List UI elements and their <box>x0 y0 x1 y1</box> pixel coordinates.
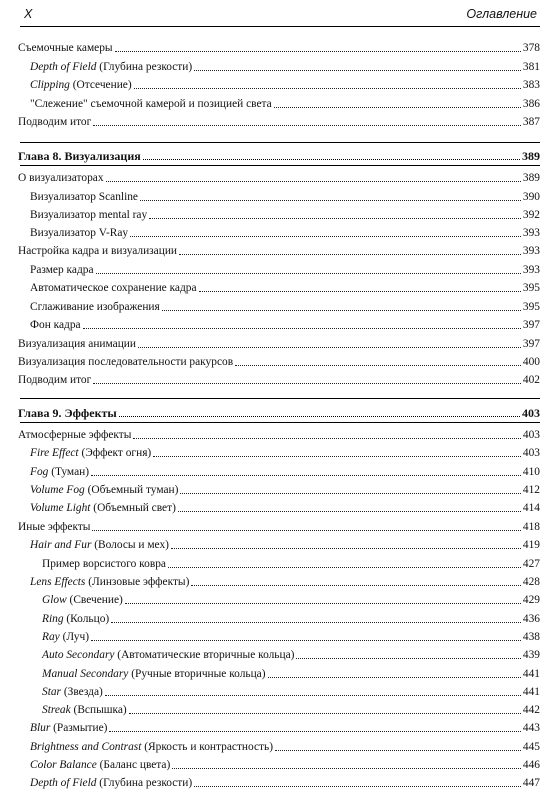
toc-entry-title <box>18 519 90 535</box>
toc-entry-term: Volume Fog <box>30 484 85 496</box>
dot-leader <box>96 273 521 274</box>
toc-entry[interactable] <box>30 96 540 112</box>
toc-entry-title <box>18 427 131 443</box>
toc-entry-title <box>30 77 132 93</box>
toc-entry-text: Фон кадра <box>30 319 81 331</box>
toc-entry-term: Lens Effects <box>30 576 86 588</box>
toc-page-number: 428 <box>522 576 540 588</box>
page-number: X <box>24 7 33 21</box>
toc-entry-text: Подводим итог <box>18 374 92 386</box>
toc-page-number: 410 <box>522 466 540 478</box>
toc-entry[interactable] <box>42 611 540 627</box>
dot-leader <box>134 88 521 89</box>
toc-entry-title <box>42 666 266 682</box>
toc-entry-title <box>30 537 169 553</box>
toc-page-number: 441 <box>522 686 540 698</box>
toc-entry-text: (Глубина резкости) <box>96 777 193 789</box>
toc-entry[interactable] <box>18 372 540 388</box>
toc-entry-title <box>18 170 104 186</box>
toc-entry-text: (Кольцо) <box>63 613 110 625</box>
toc-page-number: 397 <box>522 338 540 350</box>
toc-page-number: 386 <box>522 98 540 110</box>
toc-entry-term: Depth of Field <box>30 61 97 73</box>
toc-entry[interactable] <box>18 243 540 259</box>
toc-entry-term: Hair and Fur <box>30 539 92 551</box>
toc-page-number: 387 <box>522 116 540 128</box>
toc-entry-term: Fog <box>30 466 49 478</box>
toc-entry-term: Manual Secondary <box>42 668 129 680</box>
toc-page-number: 447 <box>522 777 540 789</box>
toc-page-number: 429 <box>522 594 540 606</box>
toc-page-number: 378 <box>522 42 540 54</box>
toc-entry-title <box>30 500 176 516</box>
toc-entry-text: Визуализация анимации <box>18 338 136 350</box>
dot-leader <box>172 768 521 769</box>
toc-entry-title <box>30 189 138 205</box>
toc-entry-text: Визуализатор Scanline <box>30 191 138 203</box>
toc-entry-text: (Автоматические вторичные кольца) <box>114 649 295 661</box>
dot-leader <box>153 456 521 457</box>
toc-entry-title <box>18 243 177 259</box>
toc-entry[interactable] <box>30 445 540 461</box>
dot-leader <box>125 603 521 604</box>
toc-entry-text: (Яркость и контрастность) <box>141 741 274 753</box>
toc-page-number: 414 <box>522 502 540 514</box>
dot-leader <box>109 731 520 732</box>
dot-leader <box>191 585 521 586</box>
toc-entry-text: Атмосферные эффекты <box>18 429 132 441</box>
toc-entry-text: Съемочные камеры <box>18 42 113 54</box>
toc-entry[interactable] <box>30 59 540 75</box>
dot-leader <box>194 786 521 787</box>
toc-entry-title <box>30 207 147 223</box>
toc-page-number: 400 <box>522 356 540 368</box>
toc-entry-title <box>30 574 189 590</box>
toc-page-number: 445 <box>522 741 540 753</box>
toc-entry-term: Glow <box>42 594 67 606</box>
toc-entry[interactable] <box>18 40 540 56</box>
toc-page-number: 381 <box>522 61 540 73</box>
toc-page-number: 439 <box>522 649 540 661</box>
dot-leader <box>138 347 521 348</box>
toc-entry[interactable] <box>30 317 540 333</box>
toc-page-number: 395 <box>522 301 540 313</box>
dot-leader <box>129 713 521 714</box>
dot-leader <box>105 695 521 696</box>
toc-entry-title <box>18 405 117 421</box>
toc-entry-text: (Эффект огня) <box>78 447 152 459</box>
toc-entry-title <box>42 684 103 700</box>
toc-entry[interactable] <box>30 207 540 223</box>
toc-entry[interactable] <box>18 114 540 130</box>
toc-entry-title <box>18 148 141 164</box>
toc-entry-text: Подводим итог <box>18 116 92 128</box>
dot-leader <box>149 218 521 219</box>
toc-page-number: 393 <box>522 245 540 257</box>
toc-entry[interactable] <box>30 299 540 315</box>
toc-entry[interactable] <box>42 647 540 663</box>
toc-entry-term: Fire Effect <box>30 447 79 459</box>
toc-entry-text: Иные эффекты <box>18 521 91 533</box>
toc-entry-text: (Свечение) <box>66 594 123 606</box>
toc-entry-term: Volume Light <box>30 502 91 514</box>
toc-page-number: 403 <box>522 406 540 420</box>
dot-leader <box>179 254 521 255</box>
toc-entry-text: (Ручные вторичные кольца) <box>128 668 266 680</box>
toc-entry-term: Streak <box>42 704 71 716</box>
toc-entry-text: (Луч) <box>59 631 90 643</box>
toc-page-number: 403 <box>522 429 540 441</box>
dot-leader <box>92 530 520 531</box>
toc-entry[interactable] <box>30 500 540 516</box>
toc-entry[interactable] <box>30 574 540 590</box>
toc-page-number: 402 <box>522 374 540 386</box>
toc-entry-title <box>30 775 192 791</box>
toc-entry[interactable] <box>30 775 540 791</box>
dot-leader <box>296 658 520 659</box>
toc-page-number: 446 <box>522 759 540 771</box>
dot-leader <box>235 365 521 366</box>
toc-entry-text: Размер кадра <box>30 264 94 276</box>
toc-entry[interactable] <box>30 720 540 736</box>
toc-entry-term: Ring <box>42 613 64 625</box>
toc-entry-title <box>30 757 170 773</box>
toc-entry[interactable] <box>30 77 540 93</box>
toc-entry-text: (Объемный свет) <box>90 502 176 514</box>
dot-leader <box>91 640 521 641</box>
toc-entry-text: (Глубина резкости) <box>96 61 193 73</box>
toc-entry-term: Star <box>42 686 61 698</box>
toc-entry-text: "Слежение" съемочной камерой и позицией света <box>30 98 272 110</box>
toc-page-number: 442 <box>522 704 540 716</box>
toc-page-number: 438 <box>522 631 540 643</box>
toc-entry-title <box>30 445 151 461</box>
dot-leader <box>274 107 521 108</box>
toc-page-number: 395 <box>522 282 540 294</box>
toc-entry-text: Глава 8. Визуализация <box>18 149 141 163</box>
toc-page-number: 427 <box>522 558 540 570</box>
toc-entry[interactable] <box>30 739 540 755</box>
toc-entry-text: Пример ворсистого ковра <box>42 558 166 570</box>
toc-entry-title <box>42 592 123 608</box>
toc-entry-term: Depth of Field <box>30 777 97 789</box>
toc-page-number: 419 <box>522 539 540 551</box>
toc-entry-text: (Отсечение) <box>69 79 132 91</box>
dot-leader <box>93 383 521 384</box>
toc-entry-title <box>30 464 89 480</box>
toc-page-number: 389 <box>522 172 540 184</box>
rule-after-chapter-9 <box>20 422 540 423</box>
dot-leader <box>171 548 521 549</box>
toc-page-number: 436 <box>522 613 540 625</box>
toc-entry-title <box>42 556 166 572</box>
toc-entry[interactable] <box>18 427 540 443</box>
toc-chapter-entry[interactable] <box>18 405 540 421</box>
toc-page-number: 403 <box>522 447 540 459</box>
toc-page-number: 418 <box>522 521 540 533</box>
toc-entry[interactable] <box>42 666 540 682</box>
dot-leader <box>111 622 521 623</box>
toc-entry[interactable] <box>30 757 540 773</box>
dot-leader <box>199 291 521 292</box>
toc-entry-title <box>18 114 91 130</box>
toc-entry-title <box>42 611 109 627</box>
toc-entry-text: (Вспышка) <box>70 704 127 716</box>
toc-entry-title <box>30 59 192 75</box>
toc-entry-term: Auto Secondary <box>42 649 115 661</box>
rule-before-chapter-9 <box>20 398 540 399</box>
dot-leader <box>119 416 520 417</box>
toc-entry-term: Clipping <box>30 79 70 91</box>
toc-entry[interactable] <box>30 225 540 241</box>
dot-leader <box>268 677 521 678</box>
toc-page-number: 393 <box>522 264 540 276</box>
toc-entry-text: Визуализация последовательности ракурсов <box>18 356 234 368</box>
dot-leader <box>106 181 521 182</box>
toc-entry[interactable] <box>18 354 540 370</box>
toc-page-number: 390 <box>522 191 540 203</box>
toc-entry[interactable] <box>30 537 540 553</box>
toc-page-number: 412 <box>522 484 540 496</box>
dot-leader <box>180 493 521 494</box>
toc-entry-text: (Баланс цвета) <box>96 759 171 771</box>
toc-entry-title <box>30 482 178 498</box>
dot-leader <box>275 750 521 751</box>
dot-leader <box>130 236 521 237</box>
toc-entry-text: (Туман) <box>48 466 90 478</box>
toc-entry-title <box>30 720 107 736</box>
toc-entry-title <box>18 40 113 56</box>
toc-entry-text: (Звезда) <box>61 686 103 698</box>
toc-entry-title <box>30 262 94 278</box>
toc-entry-title <box>30 280 197 296</box>
dot-leader <box>162 310 521 311</box>
toc-entry-text: Сглаживание изображения <box>30 301 160 313</box>
toc-entry[interactable] <box>42 684 540 700</box>
dot-leader <box>83 328 521 329</box>
dot-leader <box>140 200 521 201</box>
dot-leader <box>194 70 521 71</box>
toc-entry[interactable] <box>30 464 540 480</box>
toc-entry-title <box>30 299 160 315</box>
toc-entry[interactable] <box>42 556 540 572</box>
rule-before-chapter-8 <box>20 142 540 143</box>
dot-leader <box>178 511 521 512</box>
toc-entry-title <box>42 629 89 645</box>
dot-leader <box>93 125 521 126</box>
toc-entry-term: Ray <box>42 631 60 643</box>
toc-entry-term: Color Balance <box>30 759 97 771</box>
toc-page-number: 383 <box>522 79 540 91</box>
toc-page-number: 397 <box>522 319 540 331</box>
toc-chapter-entry[interactable] <box>18 148 540 164</box>
toc-entry-title <box>30 96 272 112</box>
toc-entry-text: Глава 9. Эффекты <box>18 406 117 420</box>
toc-entry[interactable] <box>18 336 540 352</box>
toc-entry-title <box>30 225 128 241</box>
toc-entry[interactable] <box>18 519 540 535</box>
toc-entry-text: Визуализатор V-Ray <box>30 227 129 239</box>
toc-entry[interactable] <box>30 189 540 205</box>
toc-page-number: 392 <box>522 209 540 221</box>
toc-entry[interactable] <box>42 702 540 718</box>
toc-entry-text: Автоматическое сохранение кадра <box>30 282 197 294</box>
toc-entry-title <box>18 372 91 388</box>
dot-leader <box>143 159 520 160</box>
toc-entry-text: (Волосы и мех) <box>91 539 169 551</box>
toc-page-number: 393 <box>522 227 540 239</box>
toc-entry-title <box>18 336 136 352</box>
toc-entry-term: Blur <box>30 722 51 734</box>
toc-entry-text: (Линзовые эффекты) <box>85 576 190 588</box>
toc-entry[interactable] <box>30 280 540 296</box>
toc-entry-text: О визуализаторах <box>18 172 104 184</box>
toc-entry-title <box>30 739 273 755</box>
toc-entry-text: (Объемный туман) <box>84 484 179 496</box>
toc-entry-text: Визуализатор mental ray <box>30 209 148 221</box>
toc-entry[interactable] <box>18 170 540 186</box>
toc-page-number: 389 <box>522 149 540 163</box>
toc-entry-title <box>42 702 127 718</box>
dot-leader <box>168 567 521 568</box>
dot-leader <box>91 475 521 476</box>
toc-entry[interactable] <box>42 592 540 608</box>
toc-entry-title <box>42 647 294 663</box>
section-title: Оглавление <box>466 7 537 21</box>
toc-entry[interactable] <box>30 262 540 278</box>
toc-entry[interactable] <box>30 482 540 498</box>
dot-leader <box>133 438 521 439</box>
toc-page-number: 441 <box>522 668 540 680</box>
toc-entry-text: (Размытие) <box>50 722 108 734</box>
toc-page-number: 443 <box>522 722 540 734</box>
toc-entry[interactable] <box>42 629 540 645</box>
toc-entry-text: Настройка кадра и визуализации <box>18 245 178 257</box>
dot-leader <box>115 51 521 52</box>
toc-entry-term: Brightness and Contrast <box>30 741 142 753</box>
rule-after-chapter-8 <box>20 165 540 166</box>
toc-entry-title <box>30 317 81 333</box>
toc-entry-title <box>18 354 233 370</box>
